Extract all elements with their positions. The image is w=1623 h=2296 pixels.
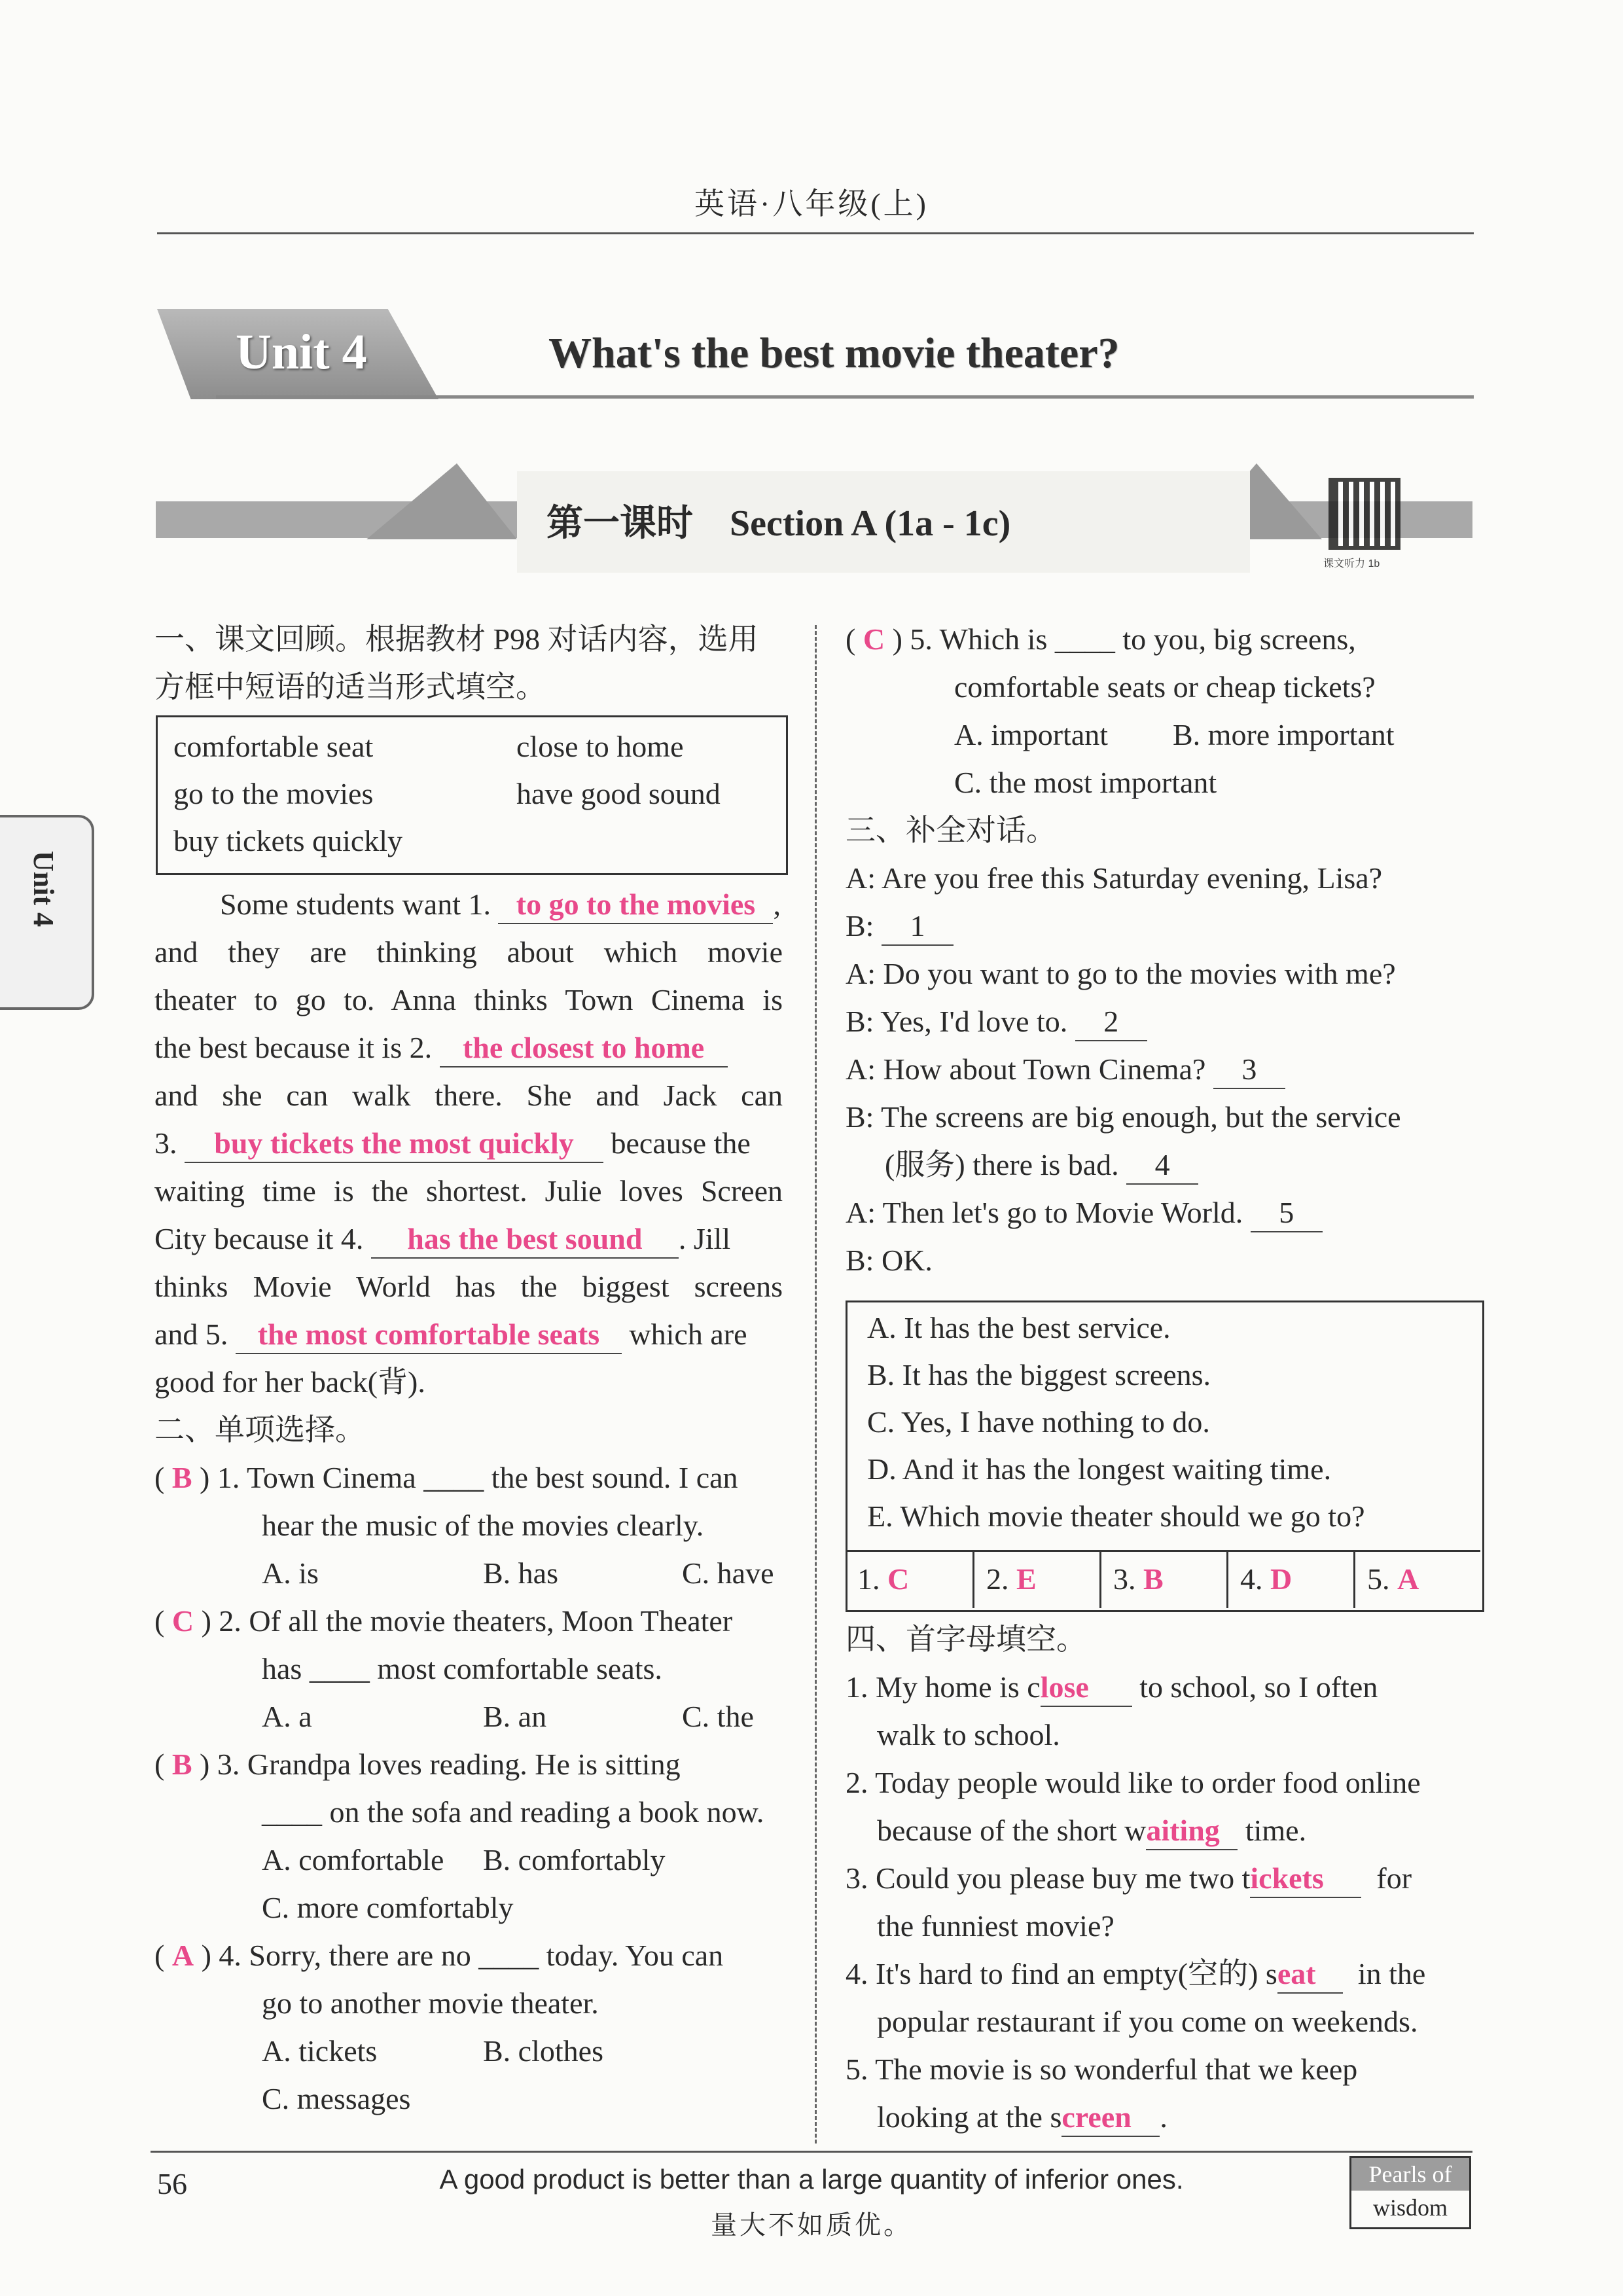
dialogue-line: B: The screens are big enough, but the service (846, 1100, 1401, 1134)
mc-option: B. more important (1173, 718, 1395, 751)
dialogue-blank-1: 1 (882, 908, 954, 946)
dialogue-text: A: Then let's go to Movie World. (846, 1196, 1243, 1229)
fill-item-3 (846, 1854, 1412, 1902)
answer-blank-2: the closest to home (440, 1030, 728, 1067)
qr-caption: 课文听力 1b (1323, 558, 1380, 569)
mc-stem: 5. Which is ____ to you, big screens, (910, 622, 1356, 656)
mc-answer: B (171, 1748, 192, 1781)
option-line: C. Yes, I have nothing to do. (867, 1405, 1210, 1439)
part4-heading: 四、首字母填空。 (846, 1623, 1086, 1656)
mc-stem: 1. Town Cinema ____ the best sound. I can (217, 1461, 738, 1494)
passage-text: , (773, 888, 781, 921)
dialogue-line (846, 1045, 1285, 1093)
fill-item-5: 5. The movie is so wonderful that we keep (846, 2053, 1358, 2086)
fill-text: time. (1245, 1814, 1307, 1847)
fill-item-2b (877, 1806, 1306, 1854)
fill-answer: aiting (1146, 1812, 1238, 1850)
dialogue-text: B: Yes, I'd love to. (846, 1005, 1068, 1038)
fill-text: because of the short w (877, 1814, 1147, 1847)
phrase-item: comfortable seat (173, 730, 374, 763)
fill-item-1 (846, 1663, 1378, 1711)
dialogue-text: A: How about Town Cinema? (846, 1052, 1206, 1086)
passage-line (154, 1215, 730, 1263)
answer-letter: A (1397, 1562, 1419, 1596)
pearls-label-bottom: wisdom (1372, 2195, 1448, 2221)
unit-label: Unit 4 (236, 325, 367, 380)
passage-text: 3. (154, 1126, 177, 1160)
answer-blank-3: buy tickets the most quickly (185, 1125, 603, 1163)
passage-line (220, 880, 781, 928)
option-line: A. It has the best service. (867, 1311, 1171, 1344)
unit-rule (216, 395, 1474, 399)
answer-num: 2. (986, 1562, 1009, 1596)
phrase-box (156, 715, 788, 875)
mc-answer: C (863, 622, 885, 656)
side-tab-label: Unit 4 (27, 851, 60, 927)
dialogue-blank-5: 5 (1251, 1194, 1323, 1232)
option-line: D. And it has the longest waiting time. (867, 1452, 1332, 1486)
mc-question-4: ( A ) 4. Sorry, there are no ____ today. You can (154, 1939, 724, 1972)
option-line: E. Which movie theater should we go to? (867, 1499, 1365, 1533)
mc-option: A. important (954, 718, 1109, 751)
fill-item-2: 2. Today people would like to order food online (846, 1766, 1421, 1799)
passage-line: and she can walk there. She and Jack can (154, 1079, 783, 1112)
mc-stem-2: comfortable seats or cheap tickets? (954, 670, 1376, 704)
mc-option: C. more comfortably (262, 1891, 514, 1924)
dialogue-line: A: Are you free this Saturday evening, Lisa? (846, 861, 1383, 895)
passage-text: which are (629, 1318, 747, 1351)
qr-code-icon[interactable] (1329, 478, 1400, 550)
mc-question-5: ( C ) 5. Which is ____ to you, big screens, (846, 622, 1356, 656)
fill-answer: eat (1277, 1956, 1343, 1994)
passage-text: because the (611, 1126, 751, 1160)
mc-answer: A (171, 1939, 194, 1972)
passage-text: Some students want 1. (220, 888, 491, 921)
mc-stem-2: go to another movie theater. (262, 1986, 599, 2020)
fill-text: . (1160, 2100, 1168, 2134)
mc-question-1: ( B ) 1. Town Cinema ____ the best sound. I can (154, 1461, 738, 1494)
mc-question-2: ( C ) 2. Of all the movie theaters, Moon Theater (154, 1604, 733, 1638)
unit-title: What's the best movie theater? (548, 329, 1120, 377)
fill-text: 4. It's hard to find an empty(空的) s (846, 1957, 1277, 1990)
fill-item-4 (846, 1950, 1425, 1998)
dialogue-line: B: OK. (846, 1244, 933, 1277)
passage-line: waiting time is the shortest. Julie loves Screen (154, 1174, 783, 1208)
passage-line: thinks Movie World has the biggest screens (154, 1270, 783, 1303)
part3-heading: 三、补全对话。 (846, 814, 1056, 847)
dialogue-line (846, 902, 954, 950)
passage-line: and they are thinking about which movie (154, 935, 783, 969)
passage-line: theater to go to. Anna thinks Town Cinema is (154, 983, 783, 1016)
answer-blank-4: has the best sound (371, 1221, 679, 1259)
book-title: 英语·八年级(上) (694, 187, 929, 221)
answer-letter: D (1270, 1562, 1293, 1596)
answer-num: 3. (1113, 1562, 1136, 1596)
mc-option: B. clothes (483, 2034, 603, 2068)
fill-answer: creen (1061, 2099, 1160, 2137)
mc-answer: B (171, 1461, 192, 1494)
part1-heading-1: 一、课文回顾。根据教材 P98 对话内容，选用 (154, 622, 758, 656)
answer-num: 4. (1240, 1562, 1263, 1596)
dialogue-line (885, 1141, 1198, 1189)
answer-letter: B (1143, 1562, 1164, 1596)
phrase-item: buy tickets quickly (173, 824, 403, 857)
fill-item-5b (877, 2093, 1168, 2141)
answer-blank-1: to go to the movies (498, 886, 773, 924)
column-divider (815, 625, 817, 2144)
header-rule (157, 232, 1474, 234)
passage-line (154, 1119, 751, 1167)
mc-option: B. an (483, 1700, 547, 1733)
fill-answer: lose (1041, 1669, 1132, 1707)
fill-text: to school, so I often (1139, 1670, 1378, 1704)
lesson-title: 第一课时 Section A (1a - 1c) (546, 503, 1011, 544)
part2-heading: 二、单项选择。 (154, 1413, 365, 1446)
answer-cell (1226, 1550, 1353, 1608)
phrase-item: have good sound (516, 777, 721, 810)
mc-option: C. the most important (954, 766, 1217, 799)
dialogue-blank-4: 4 (1126, 1147, 1198, 1185)
dialogue-text: B: (846, 909, 874, 942)
fill-text: looking at the s (877, 2100, 1062, 2134)
fill-text: for (1376, 1861, 1412, 1895)
answer-letter: C (887, 1562, 910, 1596)
passage-text: and 5. (154, 1318, 228, 1351)
answer-num: 1. (857, 1562, 880, 1596)
dialogue-line (846, 997, 1147, 1045)
fill-text: popular restaurant if you come on weekends. (877, 2005, 1418, 2038)
passage-line (154, 1024, 728, 1071)
mc-option: C. the (682, 1700, 754, 1733)
mc-answer: C (171, 1604, 194, 1638)
mc-stem: 3. Grandpa loves reading. He is sitting (217, 1748, 681, 1781)
answer-num: 5. (1367, 1562, 1390, 1596)
fill-text: the funniest movie? (877, 1909, 1115, 1943)
mc-option: A. comfortable (262, 1843, 444, 1876)
option-line: B. It has the biggest screens. (867, 1358, 1211, 1391)
part1-heading-2: 方框中短语的适当形式填空。 (154, 670, 546, 704)
fill-answer: ickets (1250, 1860, 1361, 1898)
mc-option: C. messages (262, 2082, 411, 2115)
passage-line (154, 1310, 747, 1358)
fill-text: 3. Could you please buy me two t (846, 1861, 1251, 1895)
dialogue-text: (服务) there is bad. (885, 1148, 1119, 1181)
passage-line: good for her back(背). (154, 1365, 425, 1399)
quote-english: A good product is better than a large quantity of inferior ones. (439, 2164, 1184, 2195)
dialogue-line (846, 1189, 1323, 1236)
mc-option: C. have (682, 1556, 774, 1590)
mc-option: A. a (262, 1700, 312, 1733)
mc-option: B. has (483, 1556, 558, 1590)
quote-chinese: 量大不如质优。 (711, 2210, 912, 2240)
mc-option: A. tickets (262, 2034, 378, 2068)
dialogue-blank-2: 2 (1075, 1003, 1147, 1041)
pearls-of-wisdom-badge (1349, 2156, 1471, 2229)
mc-stem-2: has ____ most comfortable seats. (262, 1652, 662, 1685)
answer-cell (972, 1550, 1099, 1608)
fill-text: 1. My home is c (846, 1670, 1041, 1704)
answer-cell (846, 1550, 972, 1608)
passage-text: the best because it is 2. (154, 1031, 433, 1064)
mc-stem: 4. Sorry, there are no ____ today. You can (219, 1939, 724, 1972)
fill-text: walk to school. (877, 1718, 1060, 1751)
phrase-item: go to the movies (173, 777, 374, 810)
mc-question-3: ( B ) 3. Grandpa loves reading. He is sitting (154, 1748, 681, 1781)
answer-cell (1099, 1550, 1226, 1608)
pearls-label-top: Pearls of (1351, 2158, 1469, 2191)
fill-text: in the (1357, 1957, 1426, 1990)
mc-stem-2: hear the music of the movies clearly. (262, 1509, 704, 1542)
answer-letter: E (1016, 1562, 1037, 1596)
answer-blank-5: the most comfortable seats (236, 1316, 622, 1354)
page-number: 56 (157, 2167, 187, 2200)
answer-cell (1353, 1550, 1480, 1608)
phrase-item: close to home (516, 730, 684, 763)
dialogue-line: A: Do you want to go to the movies with me? (846, 957, 1396, 990)
dialogue-blank-3: 3 (1213, 1051, 1285, 1089)
mc-stem: 2. Of all the movie theaters, Moon Theater (219, 1604, 733, 1638)
mc-option: B. comfortably (483, 1843, 666, 1876)
footer-rule (151, 2151, 1472, 2153)
mc-stem-2: ____ on the sofa and reading a book now. (262, 1795, 764, 1829)
passage-text: . Jill (678, 1222, 731, 1255)
passage-text: City because it 4. (154, 1222, 364, 1255)
mc-option: A. is (262, 1556, 319, 1590)
